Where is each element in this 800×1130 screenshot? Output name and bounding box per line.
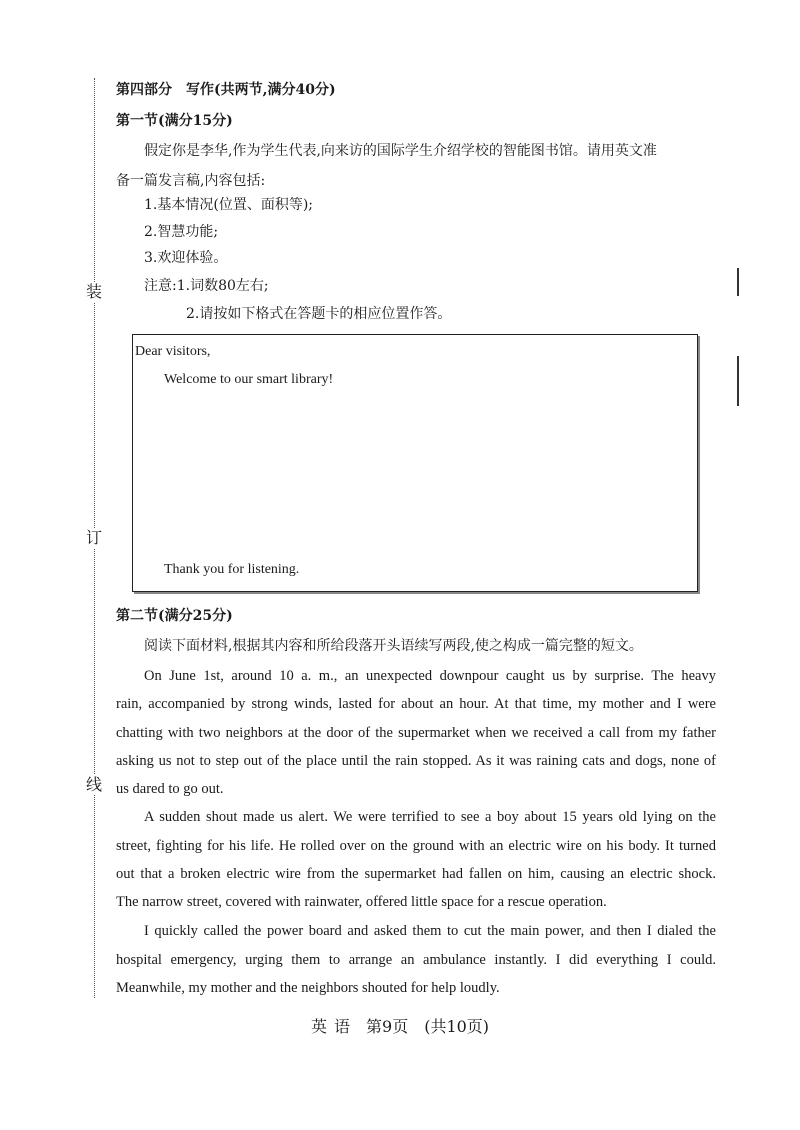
paragraph-line: I quickly called the power board and asked them to cut the main power, and then I dialed the (144, 923, 716, 939)
box-closing: Thank you for listening. (164, 562, 300, 577)
binding-char-zhuang: 装 (85, 282, 102, 301)
box-salutation: Dear visitors, (135, 344, 211, 359)
answer-format-box (132, 334, 698, 592)
content-item: 1.基本情况(位置、面积等); (144, 197, 313, 213)
paragraph-line: out that a broken electric wire from the supermarket had fallen on him, causing an electric shock. (116, 866, 716, 882)
paragraph-line: rain, accompanied by strong winds, lasted for about an hour. At that time, my mother and I were (116, 696, 716, 712)
scan-mark (737, 356, 739, 406)
section2-heading: 第二节(满分25分) (116, 608, 233, 624)
binding-char-xian: 线 (85, 775, 102, 794)
binding-char-ding: 订 (85, 528, 102, 547)
paragraph-line: On June 1st, around 10 a. m., an unexpected downpour caught us by surprise. The heavy (144, 668, 716, 684)
paragraph-line: us dared to go out. (116, 781, 224, 797)
paragraph-line: A sudden shout made us alert. We were terrified to see a boy about 15 years old lying on the (144, 809, 716, 825)
part-heading: 第四部分 写作(共两节,满分40分) (116, 82, 336, 98)
content-item: 3.欢迎体验。 (144, 250, 228, 266)
paragraph-line: chatting with two neighbors at the door of the supermarket when we received a call from my father (116, 725, 716, 741)
paragraph-line: The narrow street, covered with rainwater, offered little space for a rescue operation. (116, 894, 607, 910)
section2-instruction: 阅读下面材料,根据其内容和所给段落开头语续写两段,使之构成一篇完整的短文。 (144, 638, 643, 654)
note-line: 注意:1.词数80左右; (144, 278, 269, 294)
box-opening: Welcome to our smart library! (164, 372, 334, 387)
scan-mark (737, 268, 739, 296)
paragraph-line: street, fighting for his life. He rolled over on the ground with an electric wire on his body. It turned (116, 838, 716, 854)
prompt-line: 假定你是李华,作为学生代表,向来访的国际学生介绍学校的智能图书馆。请用英文准 (144, 143, 657, 159)
paragraph-line: asking us not to step out of the place until the rain stopped. As it was raining cats and dogs, none of (116, 753, 716, 769)
content-item: 2.智慧功能; (144, 224, 219, 240)
note-line: 2.请按如下格式在答题卡的相应位置作答。 (186, 306, 452, 322)
section1-heading: 第一节(满分15分) (116, 113, 233, 129)
page-footer: 英 语 第9页 (共10页) (310, 1017, 490, 1036)
paragraph-line: Meanwhile, my mother and the neighbors shouted for help loudly. (116, 980, 500, 996)
prompt-line: 备一篇发言稿,内容包括: (116, 173, 266, 189)
paragraph-line: hospital emergency, urging them to arrange an ambulance instantly. I did everything I could. (116, 952, 716, 968)
